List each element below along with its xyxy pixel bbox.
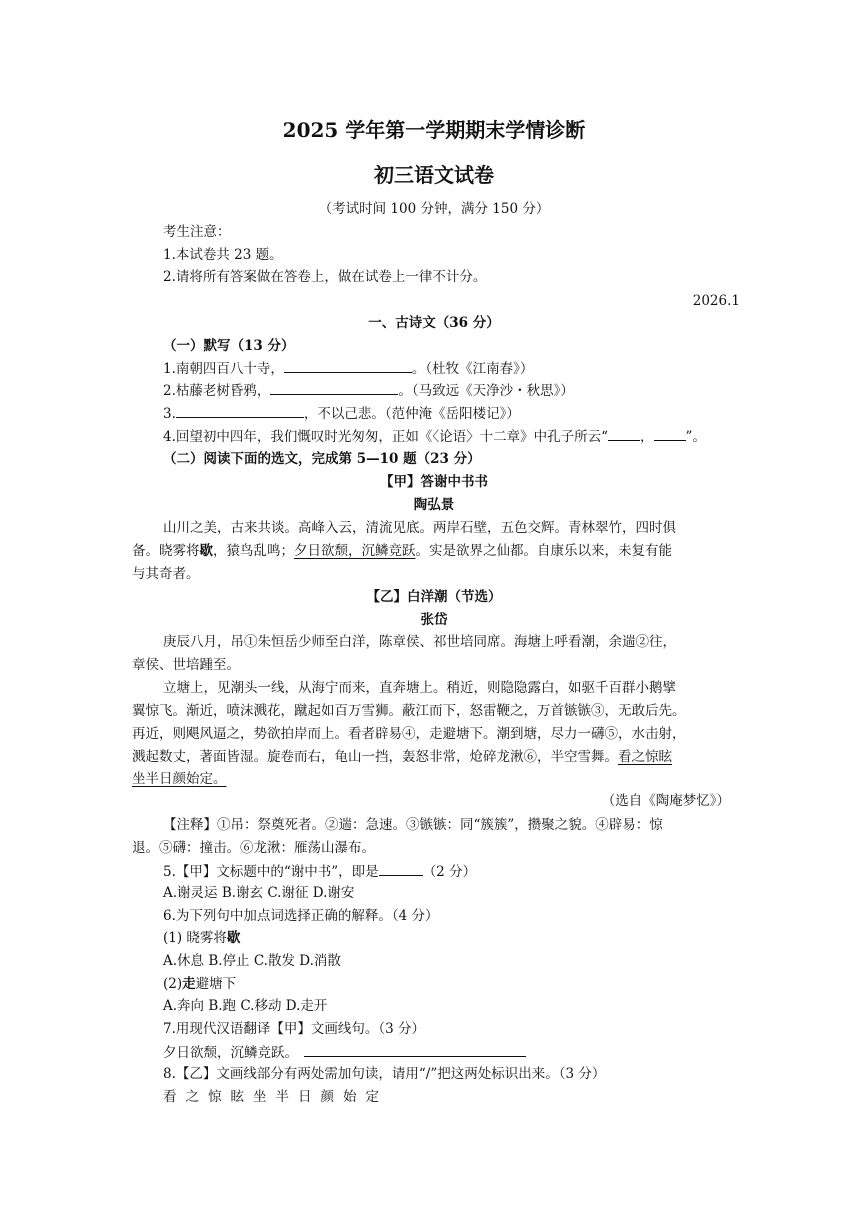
question-6-2-text: 避塘下 xyxy=(195,976,237,992)
passage-b-line-4: 翼惊飞。渐近，喷沫溅花，蹴起如百万雪狮。蔽江而下，怒雷鞭之，万首镞镞③，无敢后先。 xyxy=(132,703,686,719)
question-8: 8.【乙】文画线部分有两处需加句读，请用“/”把这两处标识出来。（3 分） xyxy=(163,1066,606,1082)
exam-subtitle: 初三语文试卷 xyxy=(374,163,494,187)
exam-date: 2026.1 xyxy=(692,293,740,309)
notice-2: 2.请将所有答案做在答卷上，做在试卷上一律不计分。 xyxy=(163,269,487,285)
dotted-word: 歇 xyxy=(199,543,213,559)
passage-a-text: 备。晓雾将 xyxy=(132,543,200,559)
answer-blank xyxy=(304,1043,526,1057)
question-8-text: 看之惊眩坐半日颜始定 xyxy=(163,1089,388,1105)
part2-title: （二）阅读下面的选文，完成第 5—10 题（23 分） xyxy=(163,451,481,467)
answer-blank xyxy=(176,404,304,418)
answer-blank xyxy=(284,359,412,373)
question-1-text: 1.南朝四百八十寺， xyxy=(163,361,284,377)
notes-line-1: 【注释】①吊：祭奠死者。②遄：急速。③镞镞：同“簇簇”，攒聚之貌。④辟易：惊 xyxy=(163,817,663,833)
question-1 xyxy=(163,359,533,378)
dotted-word: 走 xyxy=(182,976,196,992)
question-6-2 xyxy=(163,975,236,993)
passage-b-line-1: 庚辰八月，吊①朱恒岳少师至白洋，陈章侯、祁世培同席。海塘上呼看潮，余遄②往， xyxy=(163,634,676,650)
answer-blank xyxy=(654,427,686,441)
answer-blank xyxy=(608,427,640,441)
question-5-options: A.谢灵运 B.谢玄 C.谢征 D.谢安 xyxy=(163,885,355,901)
passage-a-text: ，猿鸟乱鸣； xyxy=(213,543,294,559)
question-4-text: 4.回望初中四年，我们慨叹时光匆匆，正如《〈论语〉十二章》中孔子所云“ xyxy=(163,429,609,445)
question-4 xyxy=(163,427,706,446)
passage-b-line-5: 再近，则飓风逼之，势欲拍岸而上。看者辟易④，走避塘下。潮到塘，尽力一礴⑤，水击射， xyxy=(132,726,686,742)
passage-b-line-2: 章侯、世培踵至。 xyxy=(132,657,240,673)
question-4-end: ”。 xyxy=(685,429,706,445)
question-3 xyxy=(163,404,520,423)
underlined-sentence: 看之惊眩 xyxy=(618,749,672,765)
question-2-text: 2.枯藤老树昏鸦， xyxy=(163,383,271,399)
question-6-2-options: A.奔向 B.跑 C.移动 D.走开 xyxy=(163,998,328,1014)
underlined-sentence: 夕日欲颓，沉鳞竞跃 xyxy=(294,543,416,559)
exam-title: 2025 学年第一学期期末学情诊断 xyxy=(282,118,586,142)
passage-b-line-6 xyxy=(132,748,672,766)
passage-b-text: 溅起数丈，著面皆湿。旋卷而右，龟山一挡，轰怒非常，炝碎龙湫⑥，半空雪舞。 xyxy=(132,749,618,765)
question-5-score: （2 分） xyxy=(422,864,477,880)
section1-title: 一、古诗文（36 分） xyxy=(368,315,500,331)
passage-a-line-3: 与其奇者。 xyxy=(132,566,200,582)
notice-1: 1.本试卷共 23 题。 xyxy=(163,247,283,263)
question-6-1-text: (1) 晓雾将 xyxy=(163,930,227,946)
passage-a-title: 【甲】答谢中书书 xyxy=(380,474,488,490)
question-2 xyxy=(163,381,574,400)
exam-info: （考试时间 100 分钟，满分 150 分） xyxy=(318,201,550,217)
question-3-source: ，不以己悲。（范仲淹《岳阳楼记》） xyxy=(303,406,520,422)
question-6: 6.为下列句中加点词选择正确的解释。（4 分） xyxy=(163,908,439,924)
question-2-source: 。（马致远《天净沙・秋思》） xyxy=(398,383,574,399)
passage-b-title: 【乙】白洋潮（节选） xyxy=(366,589,502,605)
dotted-word: 歇 xyxy=(226,930,241,946)
question-5 xyxy=(163,862,476,881)
question-4-comma: ， xyxy=(640,429,654,445)
question-7-text: 夕日欲颓，沉鳞竞跃。 xyxy=(163,1045,298,1061)
answer-blank xyxy=(379,862,423,876)
question-7-sentence xyxy=(163,1043,526,1062)
passage-a-author: 陶弘景 xyxy=(413,497,455,513)
passage-a-line-2 xyxy=(132,542,672,560)
notes-line-2: 退。⑤礴：撞击。⑥龙湫：雁荡山瀑布。 xyxy=(132,840,375,856)
passage-b-line-7: 坐半日颜始定。 xyxy=(132,771,227,787)
question-6-2-number: (2) xyxy=(163,976,183,992)
notice-label: 考生注意： xyxy=(163,224,231,240)
passage-a-text: 。实是欲界之仙都。自康乐以来，未复有能 xyxy=(415,543,672,559)
passage-b-line-3: 立塘上，见潮头一线，从海宁而来，直奔塘上。稍近，则隐隐露白，如驱千百群小鹅擘 xyxy=(163,680,676,696)
question-6-1 xyxy=(163,929,240,947)
question-1-source: 。（杜牧《江南春》） xyxy=(411,361,534,377)
question-6-1-options: A.休息 B.停止 C.散发 D.消散 xyxy=(163,953,341,969)
part1-title: （一）默写（13 分） xyxy=(163,338,295,354)
question-5-text: 5.【甲】文标题中的“谢中书”，即是 xyxy=(163,864,379,880)
passage-a-line-1: 山川之美，古来共谈。高峰入云，清流见底。两岸石壁，五色交辉。青林翠竹，四时俱 xyxy=(163,520,676,536)
passage-b-source: （选自《陶庵梦忆》） xyxy=(601,793,730,809)
answer-blank xyxy=(270,381,398,395)
passage-b-author: 张岱 xyxy=(420,612,448,628)
question-7: 7.用现代汉语翻译【甲】文画线句。（3 分） xyxy=(163,1021,426,1037)
question-3-number: 3. xyxy=(163,406,176,422)
